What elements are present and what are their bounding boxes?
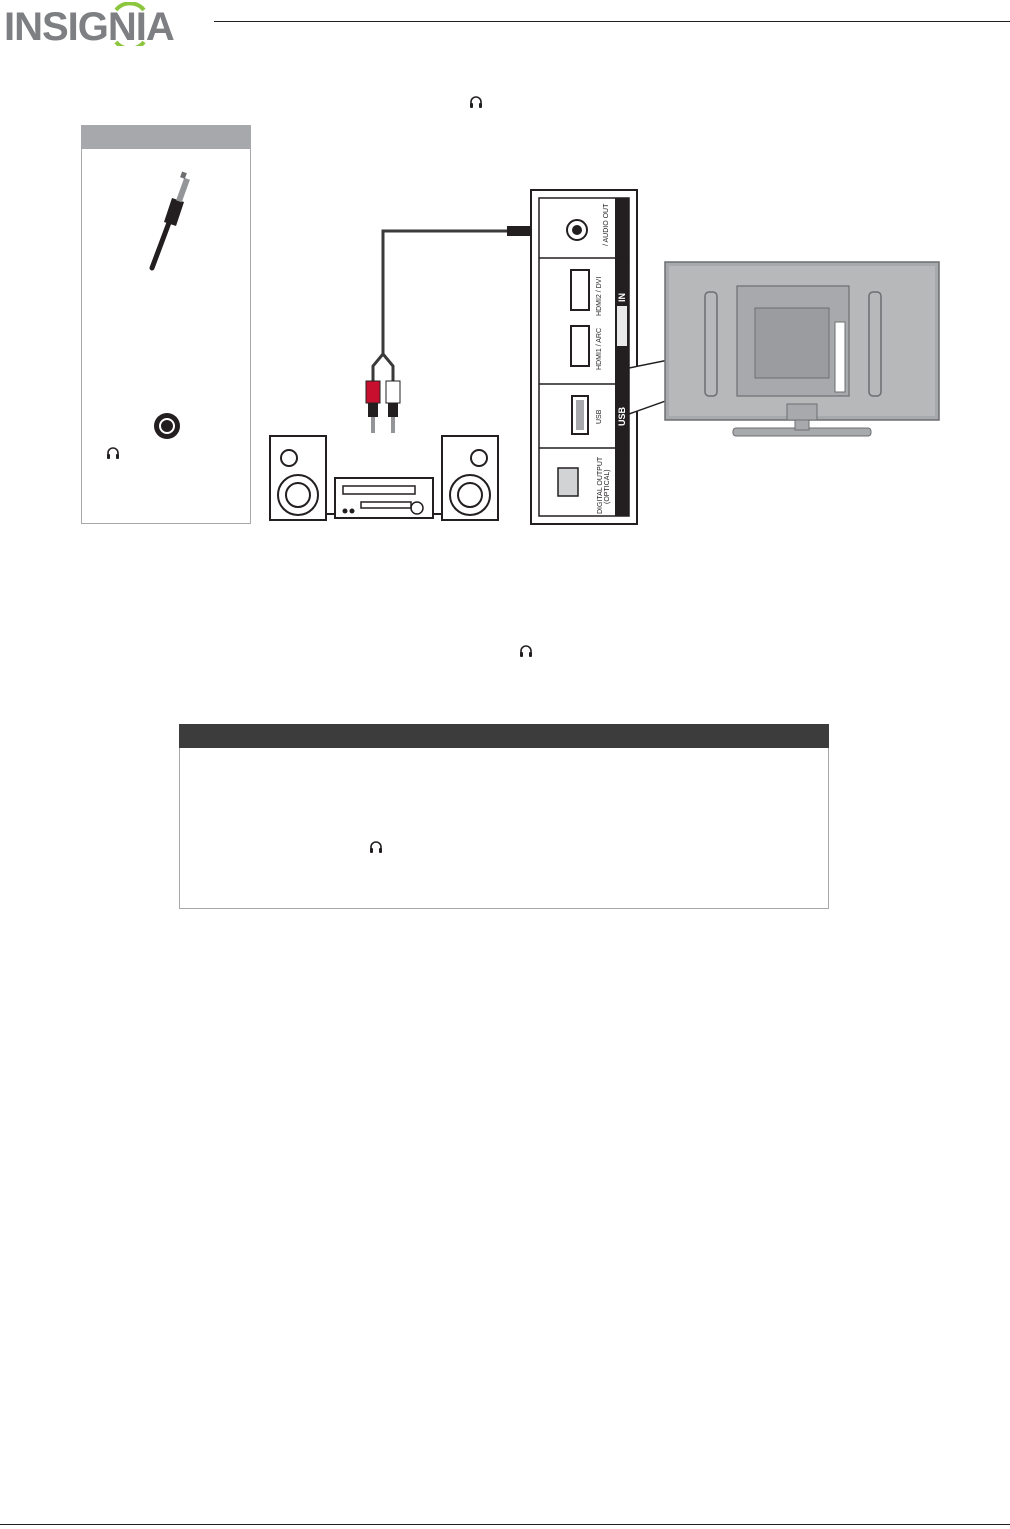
footer-rule bbox=[0, 1524, 1010, 1525]
connection-diagram bbox=[265, 186, 945, 526]
header-rule bbox=[214, 21, 1010, 22]
right-speaker bbox=[442, 436, 498, 520]
tv-back bbox=[665, 262, 939, 436]
legend-header bbox=[81, 125, 251, 149]
headphone-icon bbox=[469, 95, 483, 114]
rca-red-plug bbox=[366, 381, 380, 433]
brand-logo bbox=[4, 2, 209, 46]
hdmi-logo-icon bbox=[617, 306, 627, 346]
hdmi2-label: HDMI2 / DVI bbox=[596, 276, 603, 316]
digital-output-label: DIGITAL OUTPUT bbox=[597, 456, 604, 514]
usb-section-label: USB bbox=[617, 406, 627, 426]
brand-logo-text: INSIGNIA bbox=[4, 5, 174, 46]
headphone-audio-out-label: / AUDIO OUT bbox=[603, 203, 610, 246]
mini-plug bbox=[507, 226, 531, 236]
headphone-icon bbox=[369, 840, 383, 859]
tv-jack-panel bbox=[531, 190, 637, 524]
port-icon bbox=[153, 412, 181, 445]
audio-cable bbox=[373, 231, 513, 381]
note-header bbox=[179, 724, 829, 748]
usb-port-label: USB bbox=[596, 409, 603, 424]
hdmi-in-label: IN bbox=[617, 293, 627, 302]
stereo-receiver bbox=[335, 478, 433, 518]
headphone-icon bbox=[519, 644, 533, 663]
hdmi1-label: HDMI1 / ARC bbox=[596, 327, 603, 370]
headphone-icon bbox=[106, 446, 120, 465]
audio-jack-icon bbox=[140, 170, 200, 280]
rca-white-plug bbox=[386, 381, 400, 433]
optical-label: (OPTICAL) bbox=[604, 469, 611, 504]
note-box bbox=[179, 724, 829, 909]
left-speaker bbox=[270, 436, 326, 520]
